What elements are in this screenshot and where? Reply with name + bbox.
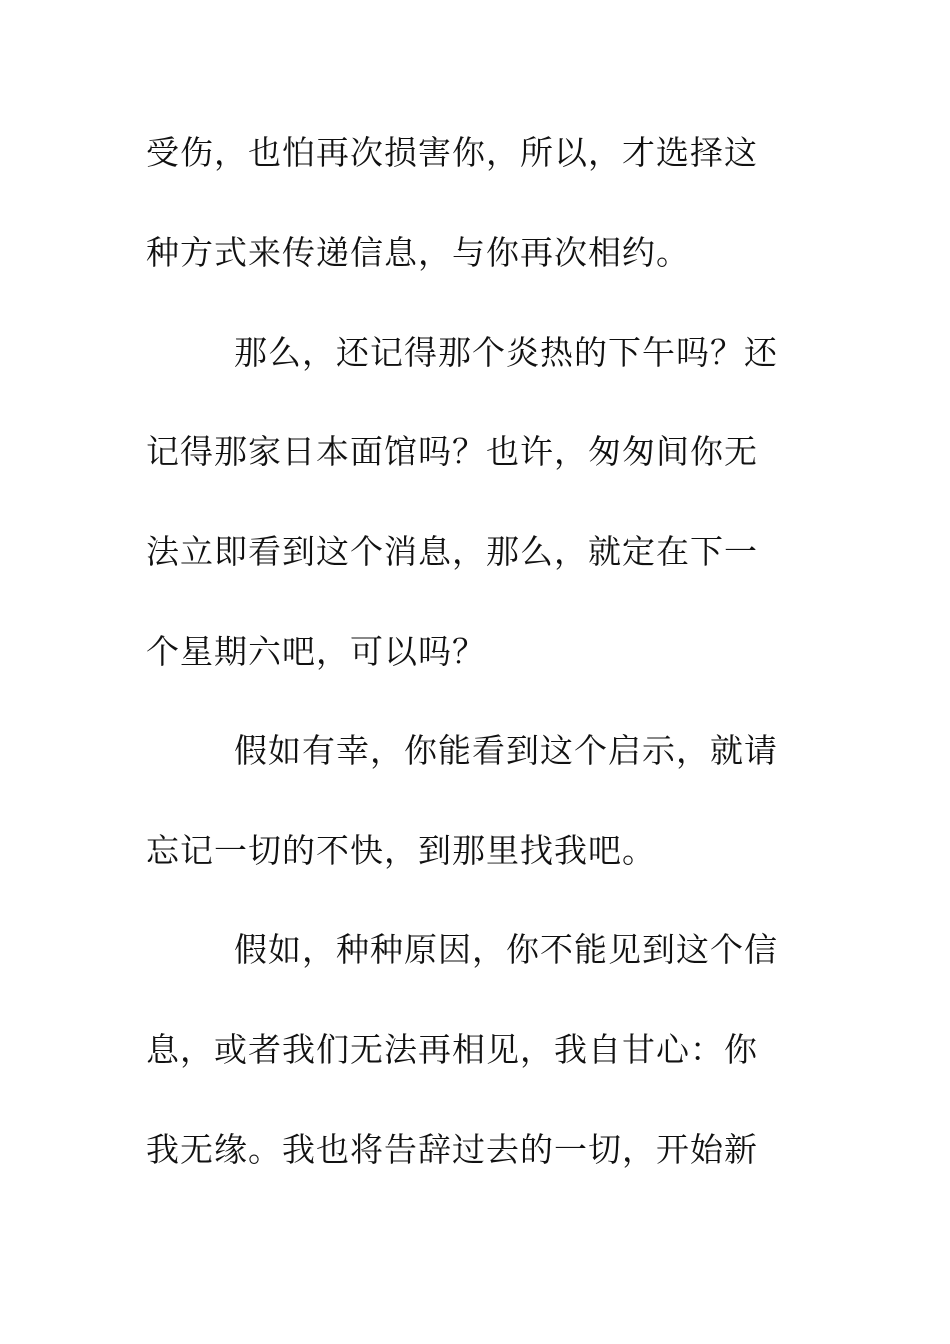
text-line: 受伤，也怕再次损害你，所以，才选择这	[146, 133, 758, 172]
text-line: 种方式来传递信息，与你再次相约。	[146, 233, 690, 272]
paragraph-start-line: 那么，还记得那个炎热的下午吗？还	[234, 333, 778, 372]
text-line: 记得那家日本面馆吗？也许，匆匆间你无	[146, 432, 758, 471]
text-line: 我无缘。我也将告辞过去的一切，开始新	[146, 1130, 758, 1169]
text-line: 个星期六吧，可以吗？	[146, 632, 486, 671]
text-line: 忘记一切的不快，到那里找我吧。	[146, 831, 656, 870]
paragraph-start-line: 假如有幸，你能看到这个启示，就请	[234, 731, 778, 770]
text-line: 法立即看到这个消息，那么，就定在下一	[146, 532, 758, 571]
paragraph-start-line: 假如，种种原因，你不能见到这个信	[234, 930, 778, 969]
text-line: 息，或者我们无法再相见，我自甘心：你	[146, 1030, 758, 1069]
